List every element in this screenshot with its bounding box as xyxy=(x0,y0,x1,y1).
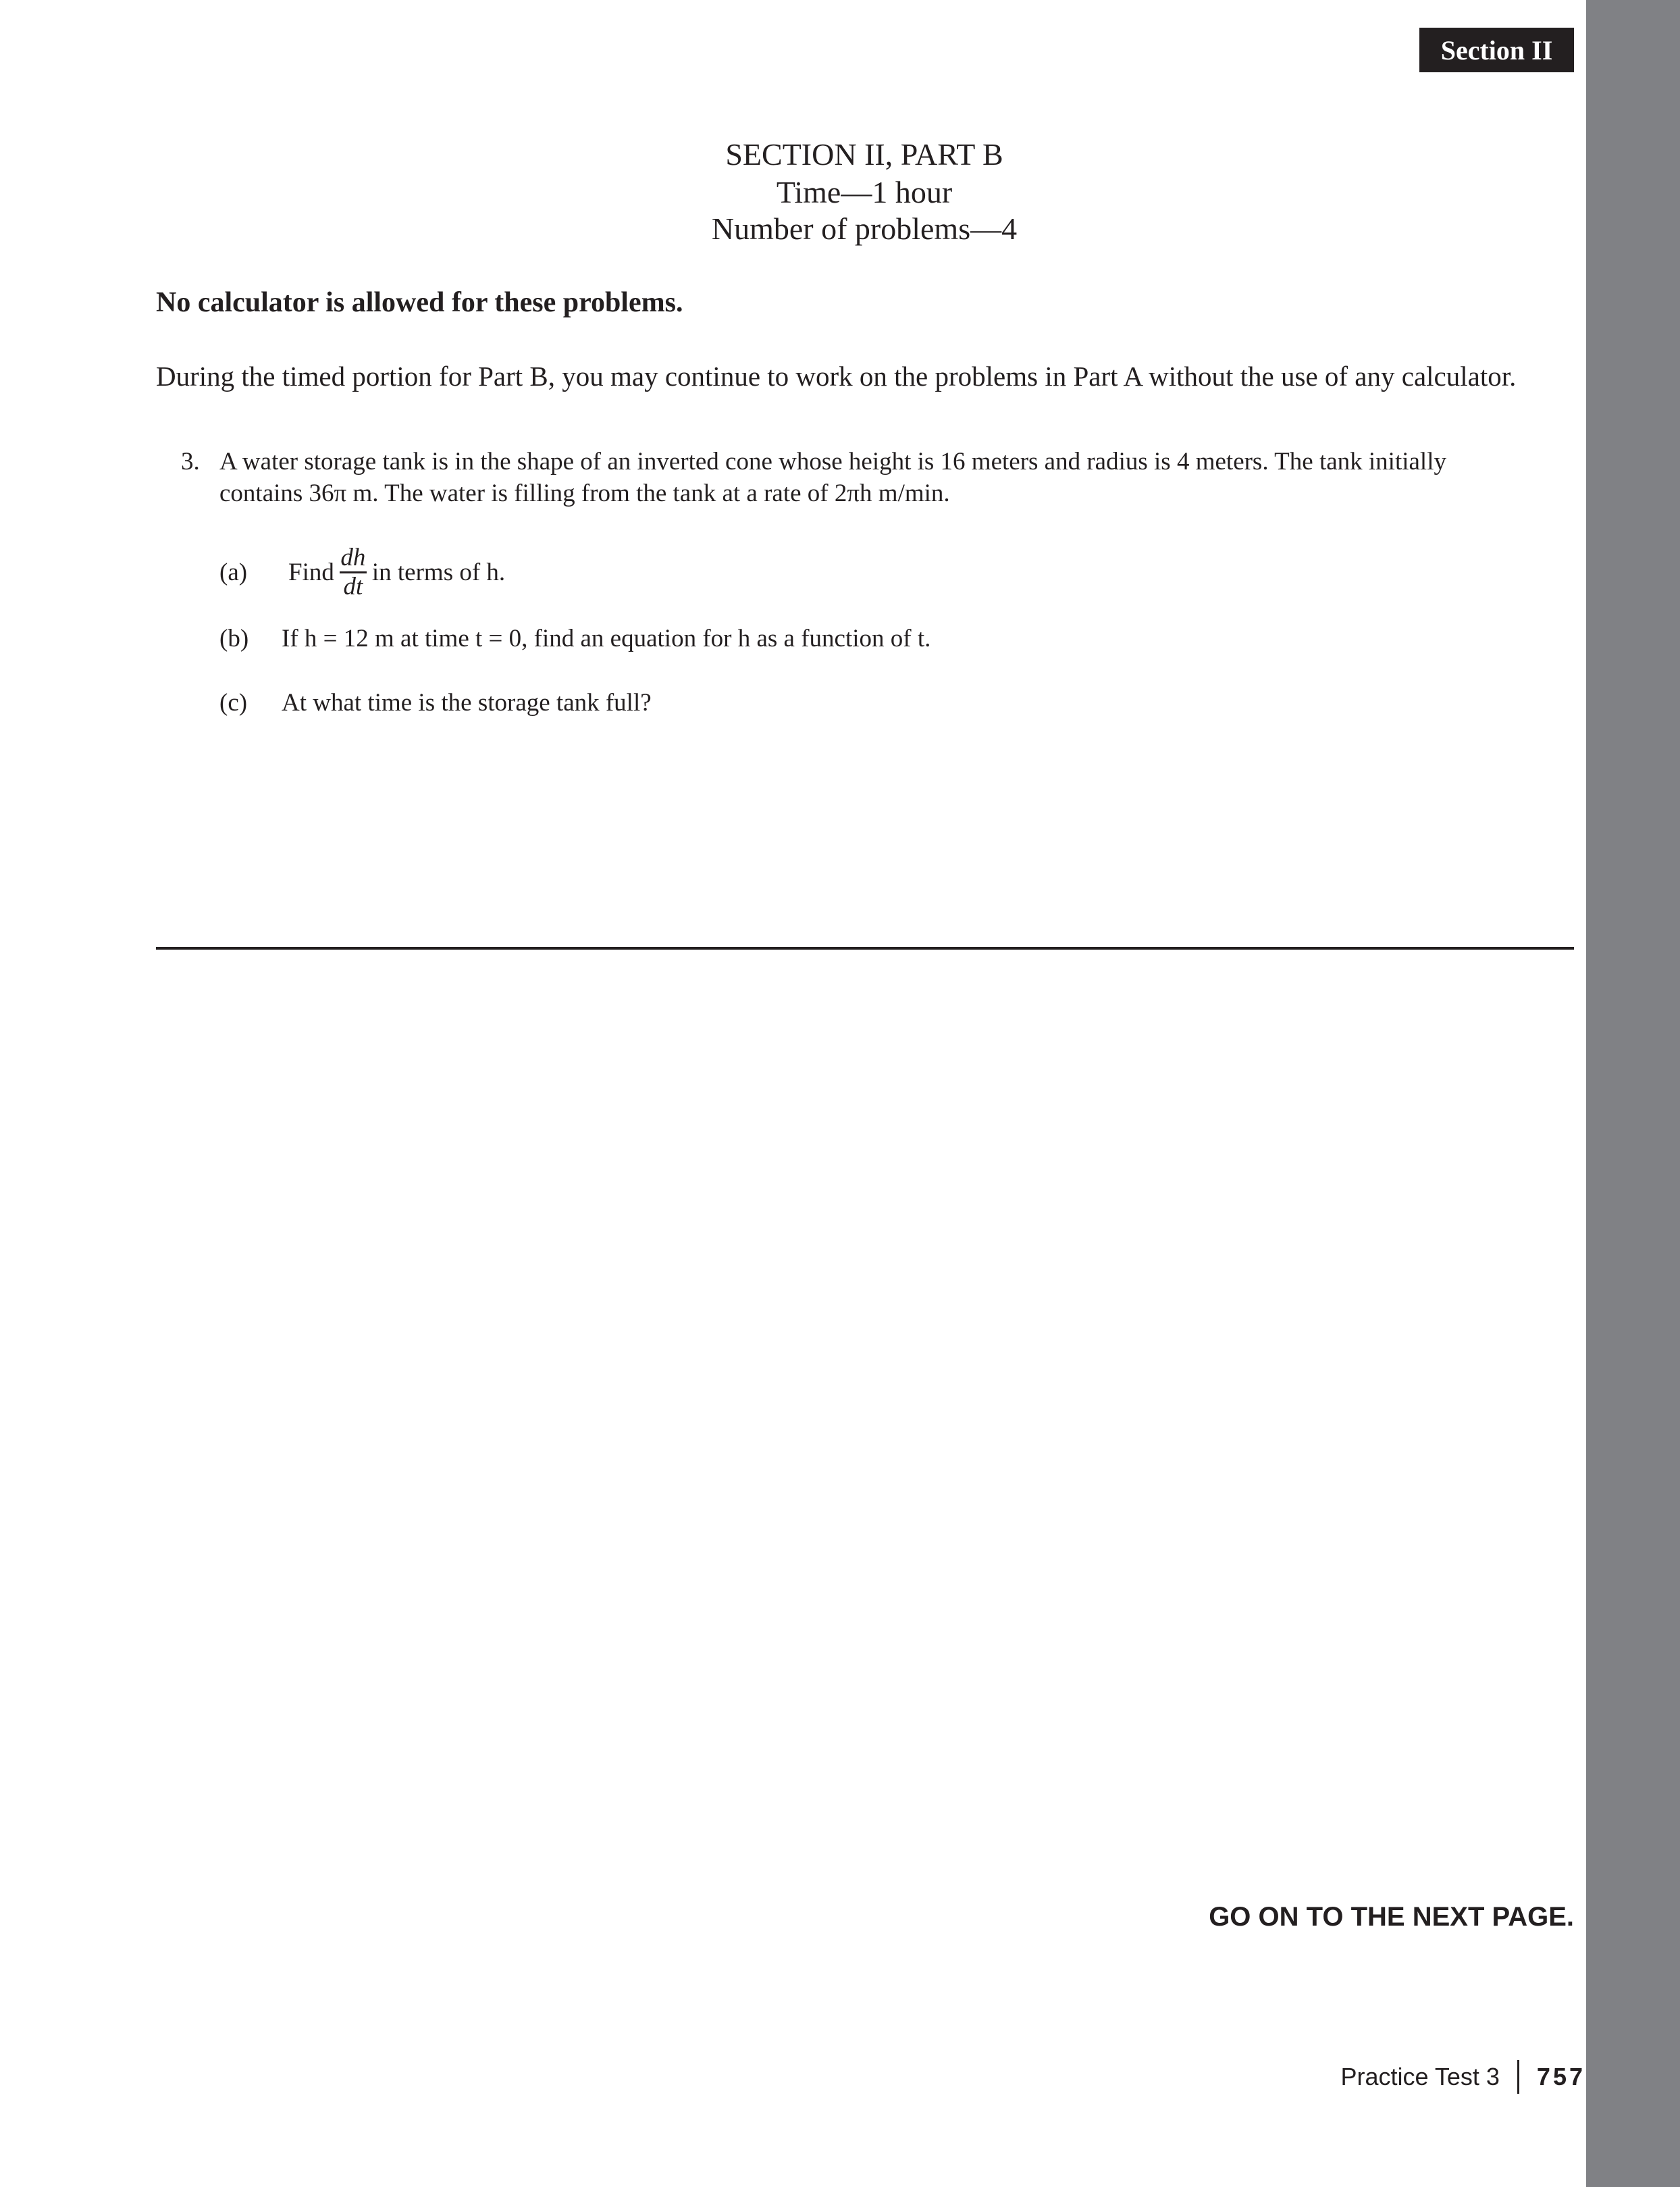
page-footer xyxy=(1340,2060,1585,2094)
part-a-post: in terms of h. xyxy=(371,559,506,586)
book-section: Practice Test 3 xyxy=(1340,2063,1500,2090)
derivative-fraction xyxy=(340,544,367,600)
part-c-label: (c) xyxy=(219,689,248,717)
part-c xyxy=(219,688,652,717)
side-tab-bar xyxy=(1586,0,1680,2187)
part-b-label: (b) xyxy=(219,625,249,652)
part-a-pre: Find xyxy=(288,559,334,586)
go-on-notice: GO ON TO THE NEXT PAGE. xyxy=(1209,1902,1574,1932)
part-a-label: (a) xyxy=(219,559,248,586)
footer-separator xyxy=(1517,2060,1519,2094)
question-text-line2: contains 36π m. The water is filling from the tank at a rate of 2πh m/min. xyxy=(219,480,950,507)
time-limit: Time—1 hour xyxy=(776,175,953,209)
part-b xyxy=(219,624,930,653)
section-badge: Section II xyxy=(1419,28,1574,72)
fraction-denominator: dt xyxy=(343,573,363,600)
part-b-text: If h = 12 m at time t = 0, find an equation for h as a function of t. xyxy=(282,625,931,652)
divider-rule xyxy=(156,947,1574,950)
page-number: 757 xyxy=(1536,2063,1585,2090)
instructions: During the timed portion for Part B, you may continue to work on the problems in Part A without the use of any calculator. xyxy=(156,361,1517,392)
part-a xyxy=(219,544,505,600)
question-number: 3. xyxy=(181,448,200,475)
calculator-note: No calculator is allowed for these problems. xyxy=(156,287,683,318)
part-c-text: At what time is the storage tank full? xyxy=(282,689,652,717)
fraction-numerator: dh xyxy=(340,544,366,571)
question-text-line1: A water storage tank is in the shape of an inverted cone whose height is 16 meters and radius is 4 meters. The tank initially xyxy=(219,448,1446,475)
problem-count: Number of problems—4 xyxy=(711,211,1018,246)
section-title: SECTION II, PART B xyxy=(725,137,1003,172)
